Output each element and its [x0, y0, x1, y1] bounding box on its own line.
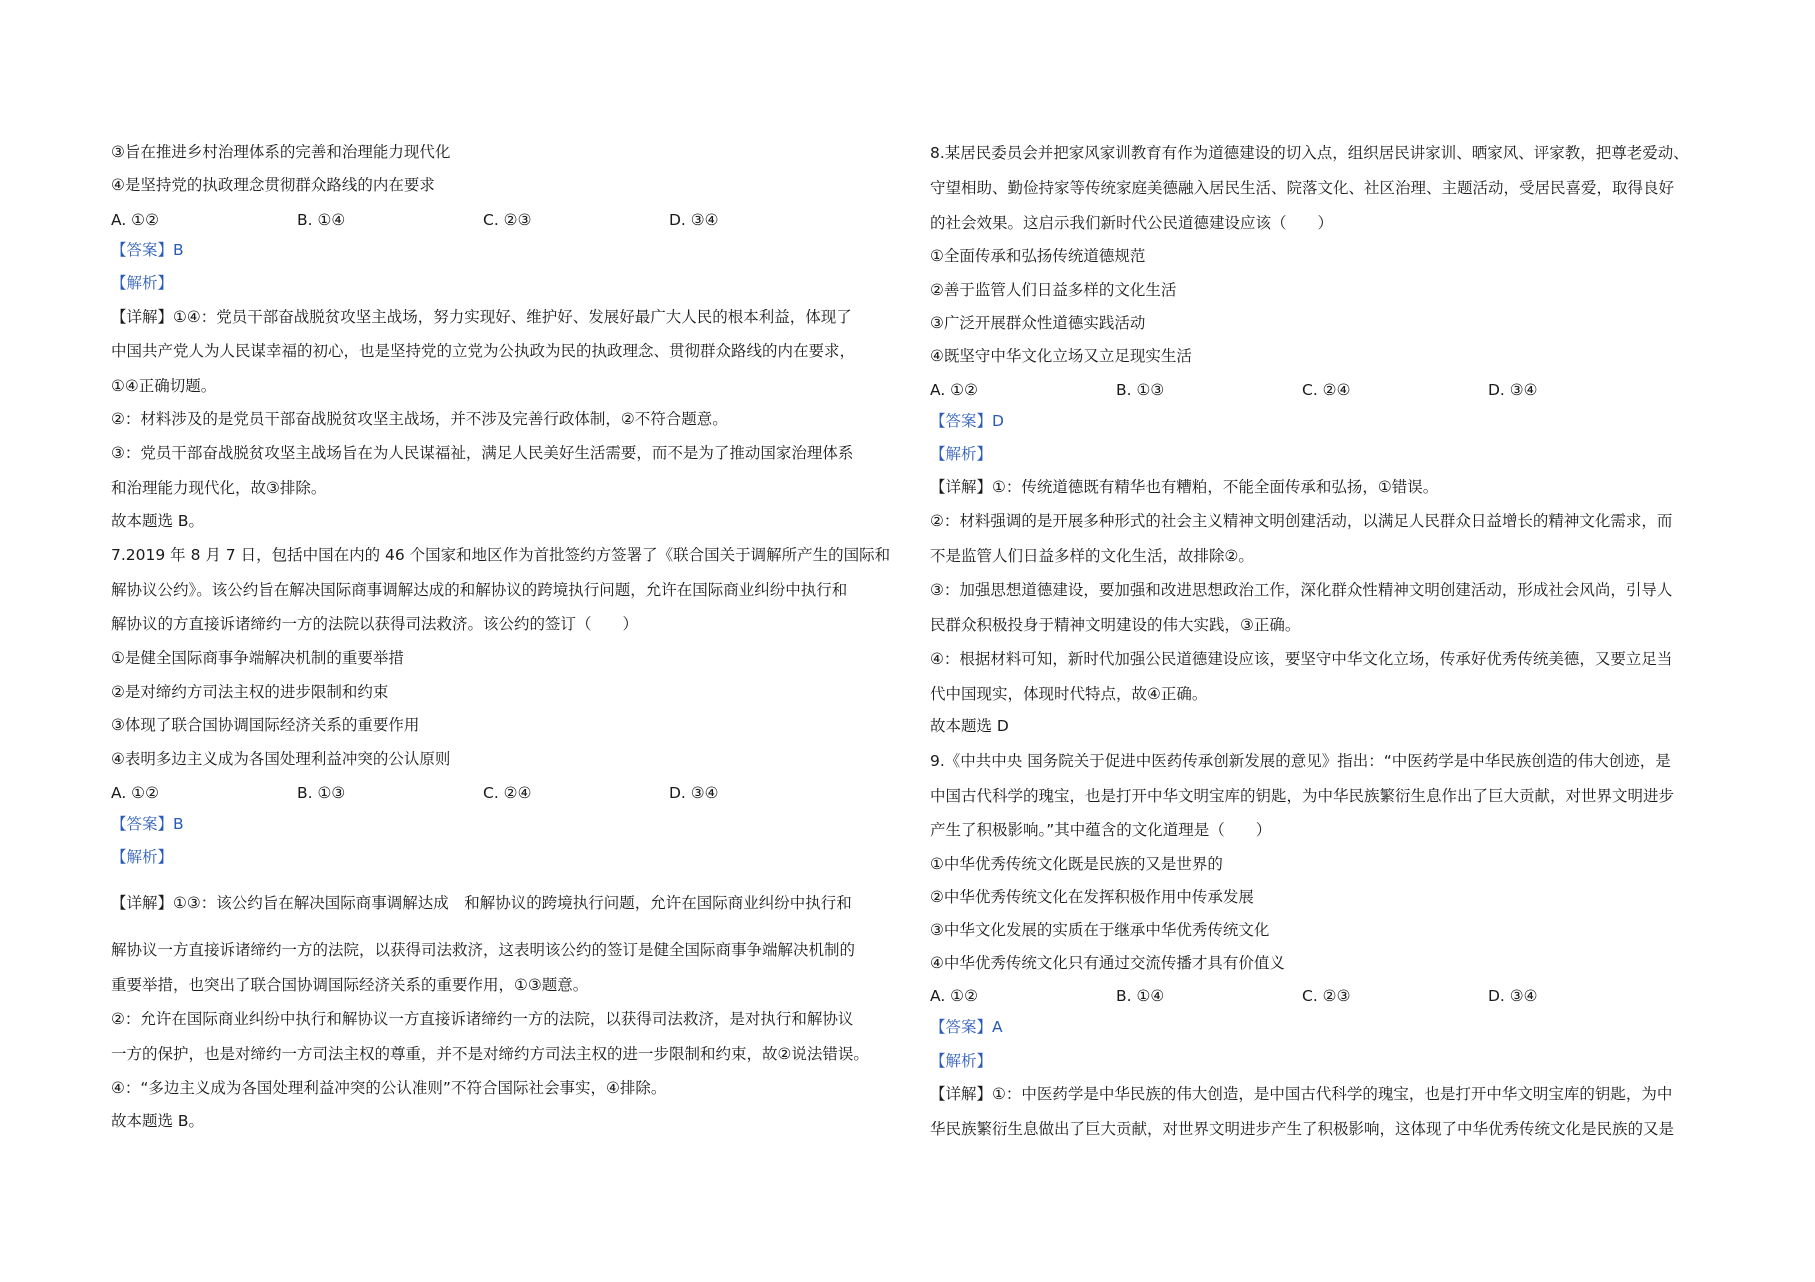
q9-options	[930, 986, 1690, 1006]
q7-option-d: D. ③④	[669, 784, 719, 802]
q8-answer: 【答案】D	[930, 412, 1004, 430]
q9-detail-line: 【详解】①：中医药学是中华民族的伟大创造，是中国古代科学的瑰宝，也是打开中华文明宝库的钥匙，为中	[930, 1085, 1673, 1103]
q7-stem-line: 解协议的方直接诉诸缔约一方的法院以获得司法救济。该公约的签订（ ）	[111, 615, 639, 633]
q7-conclusion: 故本题选 B。	[111, 1112, 205, 1130]
q9-option-d: D. ③④	[1488, 987, 1538, 1005]
q8-option-b: B. ①③	[1116, 381, 1165, 399]
q9-answer: 【答案】A	[930, 1018, 1003, 1036]
q9-stem-line: 中国古代科学的瑰宝，也是打开中华文明宝库的钥匙，为中华民族繁衍生息作出了巨大贡献，对世界文明进步	[930, 787, 1675, 805]
q8-analysis-label: 【解析】	[930, 445, 993, 463]
q9-option-b: B. ①④	[1116, 987, 1165, 1005]
q7-stem-line: 7.2019 年 8 月 7 日，包括中国在内的 46 个国家和地区作为首批签约方签署了《联合国关于调解所产生的国际和	[111, 546, 891, 564]
q6-detail-line: ③：党员干部奋战脱贫攻坚主战场旨在为人民谋福祉，满足人民美好生活需要，而不是为了推动国家治理体系	[111, 444, 854, 462]
q8-detail-line: 【详解】①：传统道德既有精华也有糟粕，不能全面传承和弘扬，①错误。	[930, 478, 1439, 496]
q6-detail-line: 【详解】①④：党员干部奋战脱贫攻坚主战场，努力实现好、维护好、发展好最广大人民的根本利益，体现了	[111, 308, 852, 326]
q6-conclusion: 故本题选 B。	[111, 512, 205, 530]
q8-conclusion: 故本题选 D	[930, 717, 1009, 735]
q6-option-b: B. ①④	[297, 211, 346, 229]
q9-option-a: A. ①②	[930, 987, 978, 1005]
q7-detail-line: ④：“多边主义成为各国处理利益冲突的公认准则”不符合国际社会事实，④排除。	[111, 1079, 667, 1097]
q8-item-3: ③广泛开展群众性道德实践活动	[930, 314, 1146, 332]
q6-detail-line: ①④正确切题。	[111, 377, 217, 395]
q6-options	[111, 210, 871, 230]
q9-item-2: ②中华优秀传统文化在发挥积极作用中传承发展	[930, 888, 1254, 906]
q7-item-2: ②是对缔约方司法主权的进步限制和约束	[111, 683, 389, 701]
q8-detail-line: ②：材料强调的是开展多种形式的社会主义精神文明创建活动，以满足人民群众日益增长的精神文化需求，而	[930, 512, 1673, 530]
q8-options	[930, 380, 1690, 400]
q6-detail-line: ②：材料涉及的是党员干部奋战脱贫攻坚主战场，并不涉及完善行政体制，②不符合题意。	[111, 410, 728, 428]
q7-stem-line: 解协议公约》。该公约旨在解决国际商事调解达成的和解协议的跨境执行问题，允许在国际商业纠纷中执行和	[111, 581, 848, 599]
q8-detail-line: 代中国现实，体现时代特点，故④正确。	[930, 685, 1208, 703]
q8-detail-line: 民群众积极投身于精神文明建设的伟大实践，③正确。	[930, 616, 1301, 634]
q6-item-3: ③旨在推进乡村治理体系的完善和治理能力现代化	[111, 143, 451, 161]
q9-stem-line: 产生了积极影响。”其中蕴含的文化道理是（ ）	[930, 821, 1272, 839]
q9-detail-line: 华民族繁衍生息做出了巨大贡献，对世界文明进步产生了积极影响，这体现了中华优秀传统文化是民族的又是	[930, 1120, 1675, 1138]
q6-option-d: D. ③④	[669, 211, 719, 229]
q6-answer: 【答案】B	[111, 241, 184, 259]
q6-item-4: ④是坚持党的执政理念贯彻群众路线的内在要求	[111, 176, 435, 194]
q6-analysis-label: 【解析】	[111, 274, 174, 292]
q9-analysis-label: 【解析】	[930, 1052, 993, 1070]
q9-item-1: ①中华优秀传统文化既是民族的又是世界的	[930, 855, 1223, 873]
q6-option-c: C. ②③	[483, 211, 532, 229]
q7-option-c: C. ②④	[483, 784, 532, 802]
q9-item-4: ④中华优秀传统文化只有通过交流传播才具有价值义	[930, 954, 1285, 972]
q7-analysis-label: 【解析】	[111, 848, 174, 866]
q8-option-c: C. ②④	[1302, 381, 1351, 399]
q8-stem-line: 8.某居民委员会并把家风家训教育有作为道德建设的切入点，组织居民讲家训、晒家风、评家教，把尊老爱动、	[930, 144, 1689, 162]
q7-answer: 【答案】B	[111, 815, 184, 833]
q8-detail-line: 不是监管人们日益多样的文化生活，故排除②。	[930, 547, 1254, 565]
q8-option-d: D. ③④	[1488, 381, 1538, 399]
q9-option-c: C. ②③	[1302, 987, 1351, 1005]
q9-stem-line: 9.《中共中央 国务院关于促进中医药传承创新发展的意见》指出：“中医药学是中华民族创造的伟大创迹，是	[930, 752, 1671, 770]
q8-detail-line: ④：根据材料可知，新时代加强公民道德建设应该，要坚守中华文化立场，传承好优秀传统美德，又要立足当	[930, 650, 1673, 668]
q8-stem-line: 守望相助、勤俭持家等传统家庭美德融入居民生活、院落文化、社区治理、主题活动，受居民喜爱，取得良好	[930, 179, 1675, 197]
q8-option-a: A. ①②	[930, 381, 978, 399]
q7-detail-line: 一方的保护，也是对缔约一方司法主权的尊重，并不是对缔约方司法主权的进一步限制和约束，故②说法错误。	[111, 1045, 869, 1063]
q7-item-3: ③体现了联合国协调国际经济关系的重要作用	[111, 716, 420, 734]
q7-item-1: ①是健全国际商事争端解决机制的重要举措	[111, 649, 404, 667]
q8-item-1: ①全面传承和弘扬传统道德规范	[930, 247, 1146, 265]
q8-item-4: ④既坚守中华文化立场又立足现实生活	[930, 347, 1192, 365]
q7-detail-line: 解协议一方直接诉诸缔约一方的法院，以获得司法救济，这表明该公约的签订是健全国际商事争端解决机制的	[111, 941, 856, 959]
q7-detail-line: 重要举措，也突出了联合国协调国际经济关系的重要作用，①③题意。	[111, 976, 589, 994]
q7-option-b: B. ①③	[297, 784, 346, 802]
q8-stem-line: 的社会效果。这启示我们新时代公民道德建设应该（ ）	[930, 214, 1334, 232]
q7-option-a: A. ①②	[111, 784, 159, 802]
q7-item-4: ④表明多边主义成为各国处理利益冲突的公认原则	[111, 750, 451, 768]
q9-item-3: ③中华文化发展的实质在于继承中华优秀传统文化	[930, 921, 1270, 939]
q6-detail-line: 和治理能力现代化，故③排除。	[111, 479, 327, 497]
q6-option-a: A. ①②	[111, 211, 159, 229]
q8-item-2: ②善于监管人们日益多样的文化生活	[930, 281, 1177, 299]
q7-options	[111, 783, 871, 803]
q6-detail-line: 中国共产党人为人民谋幸福的初心，也是坚持党的立党为公执政为民的执政理念、贯彻群众路线的内在要求，	[111, 342, 856, 360]
q8-detail-line: ③：加强思想道德建设，要加强和改进思想政治工作，深化群众性精神文明创建活动，形成社会风尚，引导人	[930, 581, 1673, 599]
q7-detail-line: ②：允许在国际商业纠纷中执行和解协议一方直接诉诸缔约一方的法院，以获得司法救济，是对执行和解协议	[111, 1010, 854, 1028]
q7-detail-line: 【详解】①③：该公约旨在解决国际商事调解达成 和解协议的跨境执行问题，允许在国际商业纠纷中执行和	[111, 894, 852, 912]
